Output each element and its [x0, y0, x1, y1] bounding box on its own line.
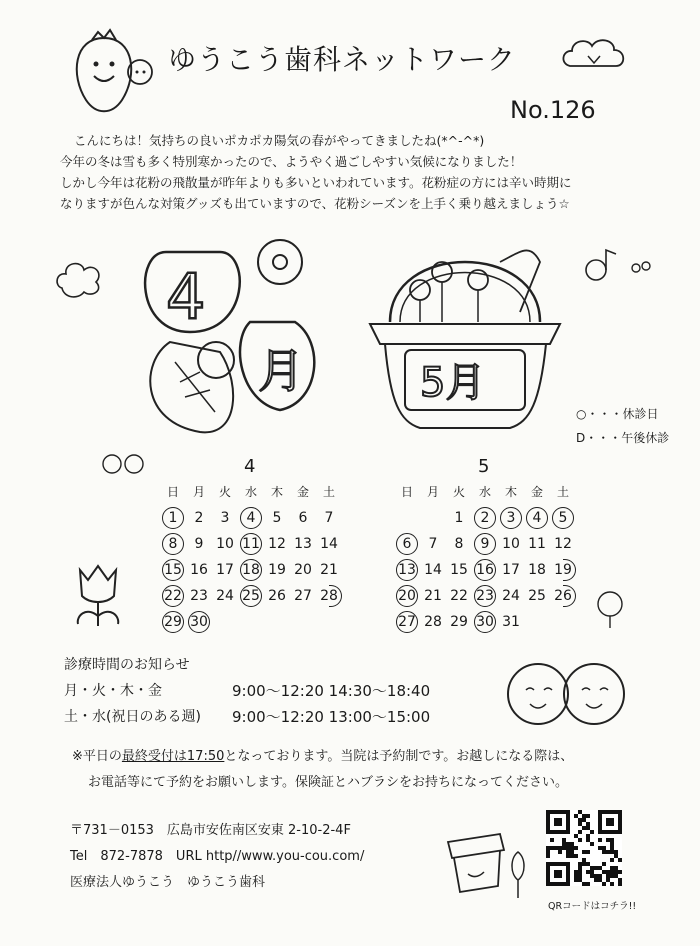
qr-module — [586, 850, 590, 854]
april-kanji: 月 — [258, 344, 304, 398]
calendar-day: 3 — [220, 510, 230, 526]
weekday-header: 火 — [452, 485, 465, 499]
calendar-day: 5 — [272, 510, 282, 526]
qr-module — [586, 826, 590, 830]
qr-module — [562, 846, 566, 850]
calendar-day: 15 — [160, 560, 186, 580]
calendar-day: 11 — [238, 534, 264, 554]
pot-doodle-icon — [440, 828, 530, 908]
qr-module — [562, 842, 566, 846]
hours-times: 9:00～12:20 14:30～18:40 — [232, 682, 431, 700]
intro-line: なりますが色んな対策グッズも出ていますので、花粉シーズンを上手く乗り越えましょう☆ — [60, 196, 570, 211]
weekday-header: 水 — [478, 485, 491, 499]
qr-module — [558, 846, 562, 850]
qr-module — [590, 874, 594, 878]
qr-module — [590, 870, 594, 874]
weekday-header: 日 — [400, 485, 413, 499]
notice-line: ※平日の最終受付は17:50となっております。当院は予約制です。お越しになる際は、 — [72, 749, 574, 764]
legend-closed: ○・・・休診日 — [576, 407, 659, 421]
qr-module — [590, 842, 594, 846]
calendar-day: 15 — [450, 562, 468, 578]
weekday-header: 土 — [556, 485, 569, 499]
weekday-header: 月 — [426, 485, 439, 499]
clinic-contact — [70, 818, 364, 896]
calendar-day: 12 — [554, 536, 572, 552]
calendar-day: 23 — [472, 586, 498, 606]
qr-module — [574, 814, 578, 818]
qr-module — [550, 838, 554, 842]
qr-module — [570, 846, 574, 850]
qr-module — [578, 830, 582, 834]
calendar-day: 27 — [394, 612, 420, 632]
calendar-day: 21 — [320, 562, 338, 578]
weekday-header: 火 — [218, 485, 231, 499]
qr-module — [614, 870, 618, 874]
calendar-day: 8 — [160, 534, 186, 554]
qr-module — [610, 846, 614, 850]
weekday-header: 木 — [270, 485, 283, 499]
calendar-day: 24 — [502, 588, 520, 604]
clinic-name: 医療法人ゆうこう ゆうこう歯科 — [70, 875, 266, 890]
flower-doodle-icon — [54, 258, 104, 298]
calendar-day: 20 — [294, 562, 312, 578]
qr-module — [606, 870, 610, 874]
hours-times: 9:00～12:20 13:00～15:00 — [232, 708, 431, 726]
qr-module — [582, 862, 586, 866]
qr-module — [598, 878, 602, 882]
calendar-day: 29 — [450, 614, 468, 630]
weekday-header: 木 — [504, 485, 517, 499]
qr-module — [614, 874, 618, 878]
reservation-notice — [72, 744, 672, 796]
qr-module — [586, 870, 590, 874]
legend — [576, 402, 669, 450]
calendar-day: 18 — [238, 560, 264, 580]
qr-module — [606, 838, 610, 842]
calendar-may — [394, 482, 576, 632]
calendar-day: 10 — [502, 536, 520, 552]
qr-module — [546, 854, 550, 858]
calendar-day: 17 — [216, 562, 234, 578]
qr-module — [558, 850, 562, 854]
qr-module — [578, 870, 582, 874]
calendar-day: 27 — [294, 588, 312, 604]
qr-module — [566, 854, 570, 858]
clinic-address: 〒731－0153 広島市安佐南区安東 2-10-2-4F — [70, 823, 351, 838]
intro-line: しかし今年は花粉の飛散量が昨年よりも多いといわれています。花粉症の方には辛い時期に — [60, 175, 572, 190]
calendar-day: 21 — [424, 588, 442, 604]
qr-module — [574, 846, 578, 850]
may-label: 5月 — [420, 360, 486, 406]
qr-module — [570, 850, 574, 854]
qr-module — [610, 858, 614, 862]
qr-module — [602, 870, 606, 874]
qr-module — [546, 846, 550, 850]
smiling-couple-illustration — [496, 650, 636, 730]
qr-module — [586, 834, 590, 838]
notice-line: お電話等にて予約をお願いします。保険証とハブラシをお持ちになってください。 — [88, 775, 568, 790]
qr-module — [594, 866, 598, 870]
qr-module — [570, 854, 574, 858]
qr-code[interactable] — [546, 810, 622, 886]
calendar-day: 6 — [394, 534, 420, 554]
qr-module — [606, 850, 610, 854]
calendar-day: 16 — [472, 560, 498, 580]
qr-module — [578, 874, 582, 878]
calendar-day: 7 — [428, 536, 438, 552]
calendar-day: 2 — [194, 510, 204, 526]
strawberry-face-icon — [64, 20, 154, 120]
qr-module — [586, 814, 590, 818]
qr-module — [602, 882, 606, 886]
may-basket-illustration — [370, 232, 570, 442]
music-note-icon — [580, 248, 660, 288]
qr-module — [618, 882, 622, 886]
qr-module — [578, 878, 582, 882]
calendar-day: 31 — [502, 614, 520, 630]
calendar-blank — [420, 508, 446, 528]
qr-module — [578, 818, 582, 822]
calendar-day: 26 — [550, 586, 576, 606]
intro-line: 今年の冬は雪も多く特別寒かったので、ようやく過ごしやすい気候になりました！ — [60, 154, 523, 169]
qr-module — [610, 842, 614, 846]
qr-module — [554, 846, 558, 850]
calendar-day: 24 — [216, 588, 234, 604]
qr-module — [610, 866, 614, 870]
qr-module — [574, 878, 578, 882]
tulip-doodle-icon — [66, 560, 136, 630]
calendar-day: 7 — [324, 510, 334, 526]
calendar-day: 14 — [320, 536, 338, 552]
calendar-day: 13 — [394, 560, 420, 580]
qr-module — [610, 882, 614, 886]
calendar-blank — [394, 508, 420, 528]
weekday-header: 水 — [244, 485, 257, 499]
calendar-day: 2 — [472, 508, 498, 528]
qr-module — [574, 854, 578, 858]
qr-module — [606, 878, 610, 882]
qr-module — [614, 850, 618, 854]
calendar-day: 19 — [550, 560, 576, 580]
qr-module — [618, 878, 622, 882]
calendar-day: 23 — [190, 588, 208, 604]
calendar-day: 30 — [186, 612, 212, 632]
calendar-day: 16 — [190, 562, 208, 578]
qr-module — [578, 838, 582, 842]
legend-afternoon-closed: D・・・午後休診 — [576, 431, 670, 445]
qr-module — [546, 850, 550, 854]
calendar-day: 9 — [472, 534, 498, 554]
calendar-day: 9 — [194, 536, 204, 552]
calendar-day: 30 — [472, 612, 498, 632]
qr-module — [582, 850, 586, 854]
qr-module — [586, 838, 590, 842]
qr-module — [594, 878, 598, 882]
flower-doodle-icon — [590, 588, 630, 628]
calendar-day: 4 — [238, 508, 264, 528]
calendar-day: 18 — [528, 562, 546, 578]
april-number: 4 — [166, 260, 206, 333]
qr-module — [582, 882, 586, 886]
qr-module — [550, 846, 554, 850]
qr-module — [574, 874, 578, 878]
qr-module — [566, 846, 570, 850]
calendar-day: 17 — [502, 562, 520, 578]
last-reception-time: 最終受付は17:50 — [121, 749, 225, 764]
calendar-day: 28 — [424, 614, 442, 630]
calendar-april — [160, 482, 342, 632]
calendar-april-month: 4 — [244, 456, 256, 477]
calendar-day: 28 — [316, 586, 342, 606]
qr-module — [610, 874, 614, 878]
calendar-day: 26 — [268, 588, 286, 604]
hours-heading: 診療時間のお知らせ — [64, 657, 190, 673]
calendar-day: 20 — [394, 586, 420, 606]
clinic-hours — [64, 652, 430, 730]
qr-module — [562, 838, 566, 842]
qr-module — [570, 842, 574, 846]
qr-module — [598, 874, 602, 878]
page-title: ゆうこう歯科ネットワーク — [168, 43, 517, 76]
qr-module — [574, 834, 578, 838]
qr-module — [618, 870, 622, 874]
qr-module — [586, 862, 590, 866]
calendar-day: 14 — [424, 562, 442, 578]
calendar-day: 1 — [160, 508, 186, 528]
qr-module — [598, 846, 602, 850]
hours-days: 月・火・木・金 — [64, 683, 162, 699]
calendar-day: 11 — [528, 536, 546, 552]
qr-module — [578, 862, 582, 866]
calendar-day: 19 — [268, 562, 286, 578]
intro-text — [60, 130, 670, 214]
calendar-day: 12 — [268, 536, 286, 552]
qr-module — [578, 822, 582, 826]
qr-module — [594, 874, 598, 878]
calendar-day: 29 — [160, 612, 186, 632]
qr-module — [618, 858, 622, 862]
weekday-header: 月 — [192, 485, 205, 499]
qr-module — [582, 814, 586, 818]
qr-module — [614, 866, 618, 870]
hours-row — [64, 678, 430, 704]
calendar-day: 8 — [454, 536, 464, 552]
clinic-tel-url: Tel 872-7878 URL http//www.you-cou.com/ — [70, 849, 365, 864]
weekday-header: 金 — [296, 485, 309, 499]
weekday-header: 金 — [530, 485, 543, 499]
calendar-day: 13 — [294, 536, 312, 552]
qr-module — [602, 862, 606, 866]
qr-module — [582, 858, 586, 862]
qr-module — [586, 882, 590, 886]
cloud-face-icon — [560, 36, 630, 76]
qr-module — [606, 874, 610, 878]
calendar-may-month: 5 — [478, 456, 490, 477]
qr-module — [598, 838, 602, 842]
calendar-day: 22 — [160, 586, 186, 606]
qr-module — [614, 854, 618, 858]
calendar-day: 1 — [454, 510, 464, 526]
issue-number: No.126 — [510, 96, 596, 124]
qr-module — [610, 838, 614, 842]
qr-module — [582, 818, 586, 822]
calendar-day: 5 — [550, 508, 576, 528]
weekday-header: 日 — [166, 485, 179, 499]
face-doodle-icon — [100, 450, 150, 480]
intro-line: こんにちは！気持ちの良いポカポカ陽気の春がやってきましたね(*^-^*) — [74, 133, 485, 148]
qr-module — [610, 850, 614, 854]
calendar-day: 25 — [528, 588, 546, 604]
calendar-day: 4 — [524, 508, 550, 528]
calendar-day: 6 — [298, 510, 308, 526]
calendar-day: 25 — [238, 586, 264, 606]
qr-module — [590, 866, 594, 870]
qr-module — [578, 810, 582, 814]
hours-row — [64, 704, 430, 730]
qr-module — [566, 850, 570, 854]
qr-module — [610, 870, 614, 874]
qr-module — [590, 830, 594, 834]
calendar-day: 10 — [216, 536, 234, 552]
qr-caption: QRコードはコチラ!! — [548, 901, 637, 912]
qr-module — [578, 866, 582, 870]
qr-module — [582, 826, 586, 830]
qr-module — [574, 870, 578, 874]
qr-module — [602, 846, 606, 850]
calendar-day: 3 — [498, 508, 524, 528]
hours-days: 土・水(祝日のある週) — [64, 709, 201, 725]
qr-module — [586, 822, 590, 826]
calendar-day: 22 — [450, 588, 468, 604]
qr-module — [566, 842, 570, 846]
qr-module — [602, 850, 606, 854]
weekday-header: 土 — [322, 485, 335, 499]
april-strawberry-illustration — [130, 232, 340, 452]
qr-module — [598, 866, 602, 870]
